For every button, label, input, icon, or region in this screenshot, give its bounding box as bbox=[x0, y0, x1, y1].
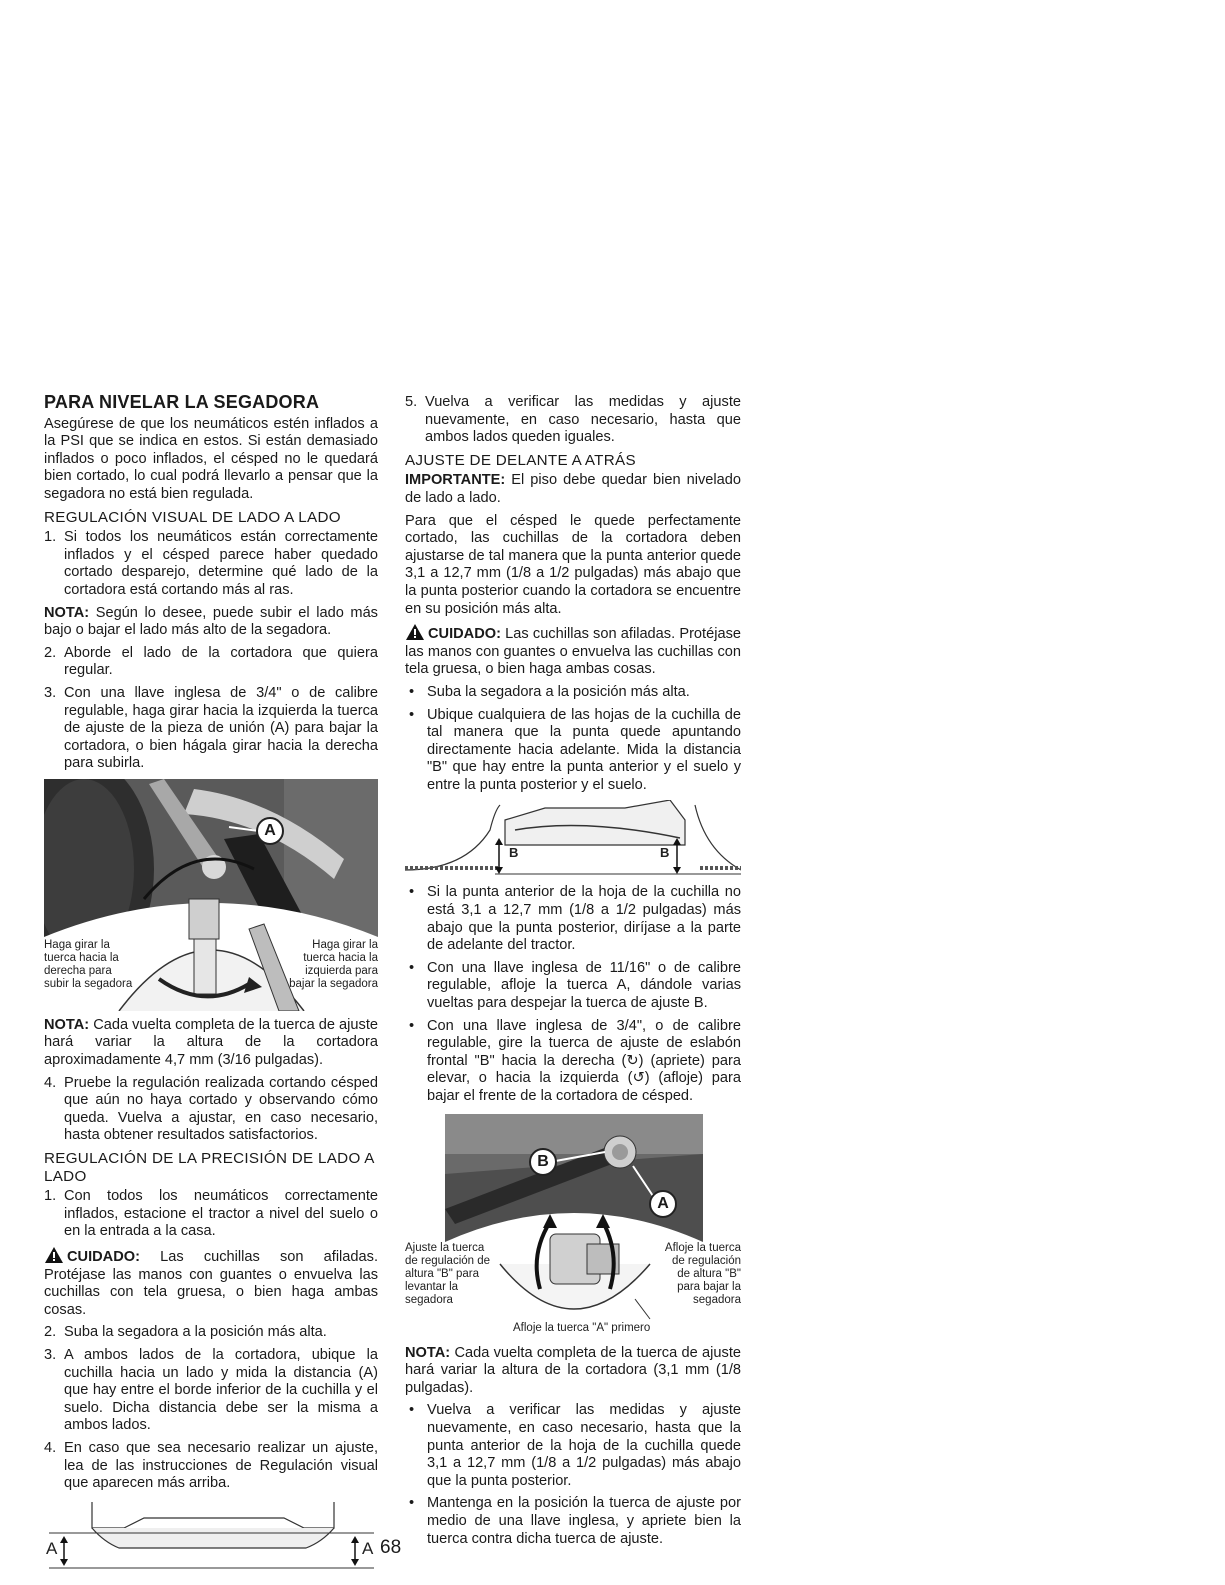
precision-step-4: 4. En caso que sea necesario realizar un ajuste, lea de las instrucciones de Regulación visual que aparecen más arriba. bbox=[44, 1439, 378, 1492]
front-back-title: AJUSTE DE DELANTE A ATRÁS bbox=[405, 451, 636, 469]
bullet-7: • Mantenga en la posición la tuerca de ajuste por medio de una llave inglesa, y apriete bien la tuerca contra dicha tuerca de ajuste. bbox=[409, 1495, 741, 1547]
callout-a: A bbox=[649, 1190, 677, 1218]
fig4-right-caption: Afloje la tuerca de regulación de altura "B" para bajar la segadora bbox=[664, 1241, 741, 1306]
step-5: 5. Vuelva a verificar las medidas y ajuste nuevamente, en caso necesario, hasta que ambos lados queden iguales. bbox=[405, 394, 741, 446]
precision-step-3: 3. A ambos lados de la cortadora, ubique la cuchilla hacia un lado y mida la distancia (A) que hay entre el borde inferior de la cuchilla y el suelo. Dicha distancia debe ser la misma a ambos lados. bbox=[44, 1346, 378, 1434]
warning-triangle-icon bbox=[44, 1246, 64, 1264]
step-2: 2. Aborde el lado de la cortadora que quiera regular. bbox=[44, 644, 378, 679]
warning-triangle-icon bbox=[405, 623, 425, 641]
fig4-bottom-caption: Afloje la tuerca "A" primero bbox=[513, 1321, 651, 1334]
callout-b: B bbox=[529, 1148, 557, 1176]
front-back-paragraph: Para que el césped le quede perfectamente cortado, las cuchillas de la cortadora deben ajustarse de tal manera que la punta anterior quede 3,1 a 12,7 mm (1/8 a 1/2 pulgadas) más abajo que la punta posterior cuando la cortadora se encuentre en su posición más alta. bbox=[405, 512, 741, 617]
fig2-label-right: A bbox=[362, 1538, 374, 1558]
caution-right: CUIDADO: Las cuchillas son afiladas. Protéjase las manos con guantes o envuelva las cuchillas con tela gruesa, o bien haga ambas cosas. bbox=[405, 623, 741, 679]
counterclockwise-arrow-icon: ↺ bbox=[632, 1070, 645, 1087]
caution-left: CUIDADO: Las cuchillas son afiladas. Protéjase las manos con guantes o envuelva las cuchillas con tela gruesa, o bien haga ambas cosas. bbox=[44, 1246, 378, 1319]
bullet-5: • Con una llave inglesa de 3/4", o de calibre regulable, gire la tuerca de ajuste de eslabón frontal "B" hacia la derecha (↻) (apriete) para elevar, o hacia la izquierda (↺) (afloje) para bajar el frente de la cortadora de césped. bbox=[409, 1017, 741, 1104]
bullet-1: • Suba la segadora a la posición más alta. bbox=[409, 683, 690, 700]
note-1: NOTA: Según lo desee, puede subir el lado más bajo o bajar el lado más alto de la segadora. bbox=[44, 604, 378, 639]
fig1-right-caption: Haga girar la tuerca hacia la izquierda para bajar la segadora bbox=[289, 938, 378, 990]
left-column bbox=[44, 394, 378, 1576]
fig2-label-left: A bbox=[46, 1538, 58, 1558]
fig4-left-caption: Ajuste la tuerca de regulación de altura "B" para levantar la segadora bbox=[405, 1241, 491, 1306]
bullet-3: • Si la punta anterior de la hoja de la cuchilla no está 3,1 a 12,7 mm (1/8 a 1/2 pulgadas) más abajo que la punta posterior, diríjase a la parte de adelante del tractor. bbox=[409, 884, 741, 954]
figure-deck-side bbox=[44, 1498, 378, 1570]
clockwise-arrow-icon: ↻ bbox=[626, 1052, 639, 1069]
bullet-6: • Vuelva a verificar las medidas y ajuste nuevamente, en caso necesario, hasta que la punta anterior de la hoja de la cuchilla quede 3,1 a 12,7 mm (1/8 a 1/2 pulgadas) más abajo que la punta posterior. bbox=[409, 1402, 741, 1489]
precision-step-2: 2. Suba la segadora a la posición más alta. bbox=[44, 1324, 327, 1341]
note-2: NOTA: Cada vuelta completa de la tuerca de ajuste hará variar la altura de la cortadora aproximadamente 4,7 mm (3/16 pulgadas). bbox=[44, 1016, 378, 1069]
page-number: 68 bbox=[380, 1537, 402, 1558]
deck-side-drawing bbox=[44, 1498, 378, 1570]
fig3-label-right: B bbox=[660, 845, 670, 861]
bullet-2: • Ubique cualquiera de las hojas de la cuchilla de tal manera que la punta quede apuntando directamente hacia adelante. Mida la distancia "B" que hay entre la punta anterior y el suelo y entre la punta posterior y el suelo. bbox=[409, 706, 741, 793]
precision-adjust-title: REGULACIÓN DE LA PRECISIÓN DE LADO A LADO bbox=[44, 1150, 374, 1185]
figure-adjust-nut bbox=[44, 779, 378, 1011]
fig3-label-left: B bbox=[509, 845, 519, 861]
precision-step-1: 1. Con todos los neumáticos correctamente inflados, estacione el tractor a nivel del suelo o en la entrada a la casa. bbox=[44, 1188, 378, 1240]
visual-adjust-title: REGULACIÓN VISUAL DE LADO A LADO bbox=[44, 508, 341, 526]
note-right: NOTA: Cada vuelta completa de la tuerca de ajuste hará variar la altura de la cortadora (3,1 mm (1/8 pulgadas). bbox=[405, 1344, 741, 1396]
step-4: 4. Pruebe la regulación realizada cortando césped que aún no haya cortado y observando cómo queda. Vuelva a ajustar, en caso necesario, hasta obtener resultados satisfactorios. bbox=[44, 1074, 378, 1144]
callout-a: A bbox=[256, 817, 284, 845]
intro-paragraph: Asegúrese de que los neumáticos estén inflados a la PSI que se indica en estos. Si están demasiado inflados o poco inflados, el césped no le quedará bien cortado, lo cual podrá llevarlo a pensar que la segadora no está bien regulada. bbox=[44, 415, 378, 502]
figure-height-nut bbox=[405, 1114, 741, 1339]
step-3: 3. Con una llave inglesa de 3/4" o de calibre regulable, haga girar hacia la izquierda la tuerca de ajuste de la pieza de unión (A) para bajar la cortadora, o bien hágala girar hacia la derecha para subirla. bbox=[44, 684, 378, 772]
section-title: PARA NIVELAR LA SEGADORA bbox=[44, 392, 320, 412]
right-column bbox=[405, 394, 741, 1553]
important-note: IMPORTANTE: El piso debe quedar bien nivelado de lado a lado. bbox=[405, 472, 741, 506]
step-1: 1. Si todos los neumáticos están correctamente inflados y el césped parece haber quedado cortado desparejo, determine qué lado de la cortadora está cortando más al ras. bbox=[44, 529, 378, 598]
blade-side-drawing bbox=[405, 800, 741, 878]
figure-blade-front-back bbox=[405, 800, 741, 878]
fig1-left-caption: Haga girar la tuerca hacia la derecha para subir la segadora bbox=[44, 938, 133, 990]
bullet-4: • Con una llave inglesa de 11/16" o de calibre regulable, afloje la tuerca A, dándole varias vueltas para despejar la tuerca de ajuste B. bbox=[409, 959, 741, 1012]
